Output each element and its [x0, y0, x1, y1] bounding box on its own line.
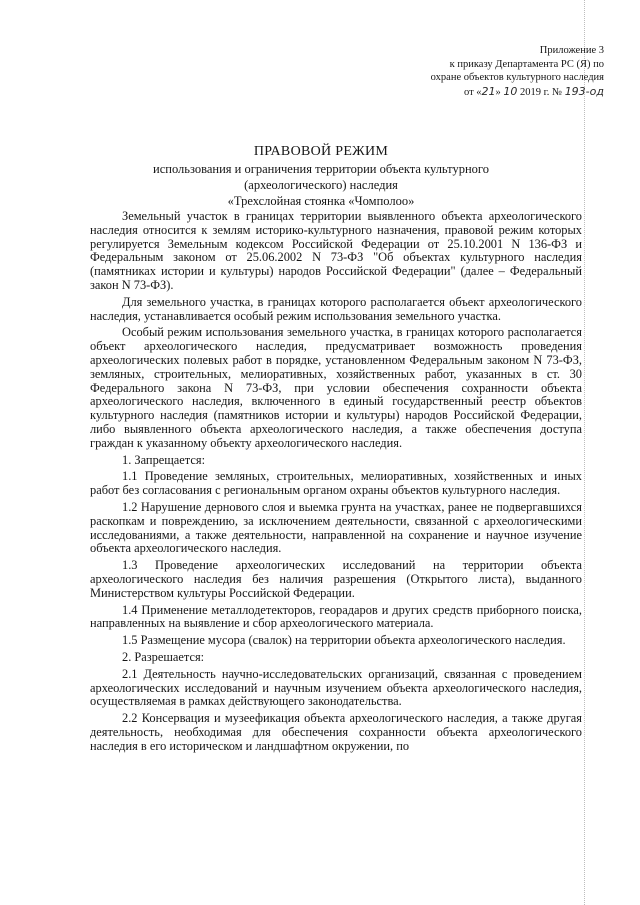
appendix-date-line: [374, 85, 604, 100]
page-edge-line: [584, 0, 585, 905]
list-item: 2.1 Деятельность научно-исследовательских организаций, связанная с проведением археологических исследований и научным изучением объекта археологического наследия, осуществляемая в рамках действующего законодательства.: [90, 666, 582, 709]
subtitle-line-3: «Трехслойная стоянка «Чомполоо»: [227, 194, 415, 208]
subtitle-line-1: использования и ограничения территории объекта культурного: [153, 162, 489, 176]
appendix-department: охране объектов культурного наследия: [430, 72, 604, 83]
paragraph: Особый режим использования земельного участка, в границах которого располагается объект археологического наследия, предусматривает возможность проведения археологических полевых работ в порядке, установленном Федеральным законом N 73-ФЗ, земляных, строительных, мелиоративных, хозяйственных работ, указанных в ст. 30 Федерального закона N 73-ФЗ, при условии обеспечения сохранности объекта археологического наследия, включенного в единый государственный реестр объектов культурного наследия (памятников истории и культуры) народов Российской Федерации, либо выявленного объекта археологического наследия, а также обеспечения доступа граждан к указанному объекту археологического наследия.: [90, 325, 582, 450]
list-item: 1.1 Проведение земляных, строительных, мелиоративных, хозяйственных и иных работ без согласования с региональным органом охраны объектов культурного наследия.: [90, 469, 582, 498]
list-item: 1.4 Применение металлодетекторов, георадаров и других средств приборного поиска, направленных на выявление и сбор археологического материала.: [90, 602, 582, 631]
list-item: 2.2 Консервация и музеефикация объекта археологического наследия, а также другая деятельность, необходимая для обеспечения сохранности объекта археологического наследия в его историческом и ландшафтном окружении, по: [90, 711, 582, 753]
date-mid2: 2019 г. №: [520, 86, 563, 98]
list-item: 1.2 Нарушение дернового слоя и выемка грунта на участках, ранее не подвергавшихся раскопкам и повреждению, за исключением деятельности, связанной с археологическими исследованиями, а также деятельности, направленной на сохранение и научное изучение объекта археологического наследия.: [90, 499, 582, 556]
date-prefix: от «: [463, 86, 482, 98]
paragraph: Земельный участок в границах территории выявленного объекта археологического наследия относится к землям историко-культурного назначения, правовой режим которых регулируется Земельным кодексом Российской Федерации от 25.10.2001 N 136-ФЗ и Федеральным законом от 25.06.2002 N 73-ФЗ "Об объектах культурного наследия (памятниках истории и культуры) народов Российской Федерации" (далее – Федеральный закон N 73-ФЗ).: [90, 209, 582, 292]
list-item: 1.3 Проведение археологических исследований на территории объекта археологического наследия без наличия разрешения (Открытого листа), выданного Министерством культуры Российской Федерации.: [90, 558, 582, 600]
paragraph: Для земельного участка, в границах которого располагается объект археологического наследия, устанавливается особый режим использования земельного участка.: [90, 294, 582, 323]
list-item: 1.5 Размещение мусора (свалок) на территории объекта археологического наследия.: [122, 633, 566, 648]
section-heading-allowed: 2. Разрешается:: [122, 649, 205, 664]
date-month: 10: [503, 84, 518, 98]
section-heading-prohibited: 1. Запрещается:: [122, 452, 206, 467]
date-day: 21: [481, 84, 496, 98]
document-body: [90, 210, 582, 756]
appendix-number: Приложение 3: [539, 45, 604, 56]
order-number: 193-од: [564, 84, 604, 98]
document-heading: [90, 143, 552, 209]
document-title: ПРАВОВОЙ РЕЖИМ: [253, 144, 389, 159]
appendix-order-ref: к приказу Департамента РС (Я) по: [449, 58, 604, 70]
appendix-header: [374, 44, 604, 99]
date-mid1: »: [495, 86, 501, 98]
subtitle-line-2: (археологического) наследия: [244, 178, 398, 192]
